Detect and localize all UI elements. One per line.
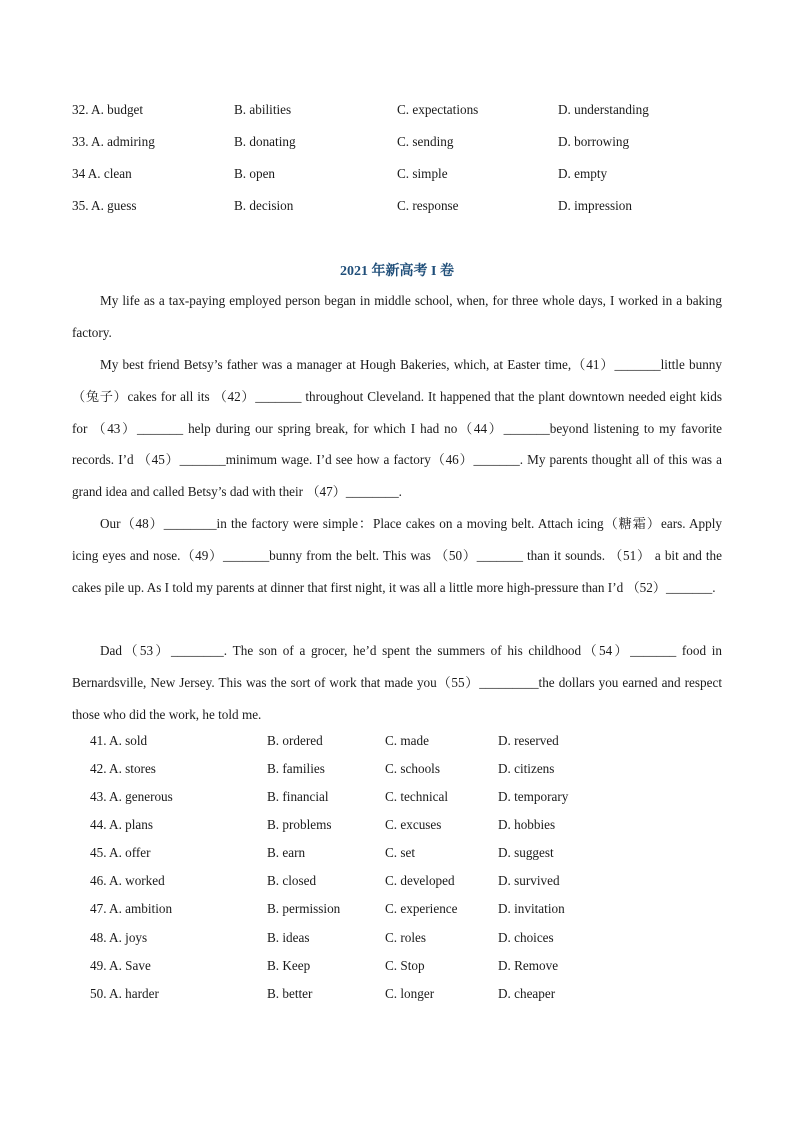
option-a: 49. A. Save xyxy=(90,958,151,973)
option-a: 47. A. ambition xyxy=(90,901,173,916)
option-d: D. citizens xyxy=(498,761,555,776)
option-c: C. response xyxy=(397,198,459,213)
option-a: 43. A. generous xyxy=(90,789,173,804)
question-row xyxy=(0,166,794,186)
question-row xyxy=(0,789,794,809)
question-row xyxy=(0,845,794,865)
option-d: D. impression xyxy=(558,198,632,213)
option-c: C. Stop xyxy=(385,958,425,973)
option-b: B. better xyxy=(267,986,313,1001)
option-d: D. suggest xyxy=(498,845,554,860)
option-a: 50. A. harder xyxy=(90,986,159,1001)
option-b: B. permission xyxy=(267,901,341,916)
option-c: C. technical xyxy=(385,789,448,804)
passage-paragraph: My best friend Betsy’s father was a manager at Hough Bakeries, which, at Easter time,（41）_______little bunny（兔子）cakes for all its （42）_______ throughout Cleveland. It happened that the plant downtown needed eight kids for （43）_______ help during our spring break, for which I had no（44）_______beyond listening to my favorite records. I’d （45）_______minimum wage. I’d see how a factory（46）_______. My parents thought all of this was a grand idea and called Betsy’s dad with their （47）________. xyxy=(72,357,722,500)
option-c: C. sending xyxy=(397,134,454,149)
option-c: C. set xyxy=(385,845,416,860)
option-a: 45. A. offer xyxy=(90,845,151,860)
question-row xyxy=(0,102,794,122)
option-d: D. hobbies xyxy=(498,817,556,832)
option-c: C. expectations xyxy=(397,102,479,117)
option-b: B. problems xyxy=(267,817,332,832)
option-c: C. longer xyxy=(385,986,435,1001)
option-a: 46. A. worked xyxy=(90,873,165,888)
section-title: 2021 年新高考 I 卷 xyxy=(340,264,454,279)
option-b: B. closed xyxy=(267,873,317,888)
option-a: 41. A. sold xyxy=(90,733,148,748)
option-b: B. decision xyxy=(234,198,294,213)
option-d: D. borrowing xyxy=(558,134,630,149)
option-d: D. reserved xyxy=(498,733,559,748)
option-c: C. developed xyxy=(385,873,455,888)
option-d: D. temporary xyxy=(498,789,569,804)
option-d: D. understanding xyxy=(558,102,649,117)
question-row xyxy=(0,901,794,921)
option-b: B. ordered xyxy=(267,733,323,748)
option-c: C. experience xyxy=(385,901,458,916)
option-a: 42. A. stores xyxy=(90,761,156,776)
option-a: 48. A. joys xyxy=(90,930,148,945)
option-b: B. Keep xyxy=(267,958,311,973)
question-row xyxy=(0,958,794,978)
question-row xyxy=(0,198,794,218)
question-row xyxy=(0,986,794,1006)
question-row xyxy=(0,134,794,154)
option-c: C. simple xyxy=(397,166,448,181)
question-row xyxy=(0,817,794,837)
option-b: B. earn xyxy=(267,845,306,860)
option-c: C. excuses xyxy=(385,817,442,832)
option-b: B. open xyxy=(234,166,276,181)
option-a: 44. A. plans xyxy=(90,817,154,832)
option-a: 33. A. admiring xyxy=(72,134,155,149)
option-d: D. invitation xyxy=(498,901,565,916)
passage-paragraph: My life as a tax-paying employed person began in middle school, when, for three whole days, I worked in a baking factory. xyxy=(72,293,722,340)
option-a: 34 A. clean xyxy=(72,166,132,181)
option-c: C. made xyxy=(385,733,429,748)
option-c: C. schools xyxy=(385,761,440,776)
option-b: B. donating xyxy=(234,134,296,149)
passage-paragraph: Dad（53）________. The son of a grocer, he’d spent the summers of his childhood（54）_______ food in Bernardsville, New Jersey. This was the sort of work that made you（55）_________the dollars you earned and respect those who did the work, he told me. xyxy=(72,643,722,722)
option-b: B. abilities xyxy=(234,102,292,117)
option-d: D. survived xyxy=(498,873,560,888)
option-b: B. financial xyxy=(267,789,329,804)
option-d: D. cheaper xyxy=(498,986,556,1001)
question-row xyxy=(0,761,794,781)
option-d: D. empty xyxy=(558,166,608,181)
question-row xyxy=(0,873,794,893)
option-d: D. Remove xyxy=(498,958,559,973)
option-d: D. choices xyxy=(498,930,554,945)
option-c: C. roles xyxy=(385,930,427,945)
question-row xyxy=(0,930,794,950)
option-b: B. families xyxy=(267,761,325,776)
option-a: 35. A. guess xyxy=(72,198,137,213)
question-row xyxy=(0,733,794,753)
option-b: B. ideas xyxy=(267,930,310,945)
option-a: 32. A. budget xyxy=(72,102,144,117)
passage-paragraph: Our（48）________in the factory were simple：Place cakes on a moving belt. Attach icing（糖霜）ears. Apply icing eyes and nose.（49）_______bunny from the belt. This was （50）_______ than it sounds. （51） a bit and the cakes pile up. As I told my parents at dinner that first night, it was all a little more high-pressure than I’d （52）_______. xyxy=(72,516,722,595)
